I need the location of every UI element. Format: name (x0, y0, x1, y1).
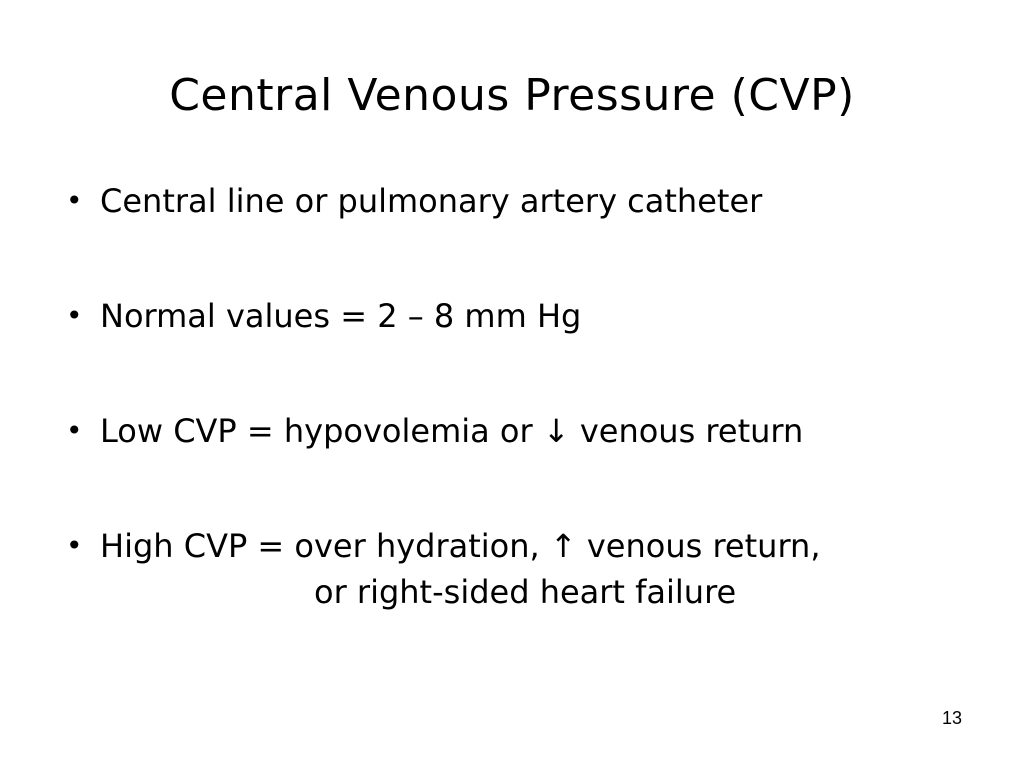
bullet-item (62, 293, 992, 339)
bullet-list (62, 178, 992, 615)
bullet-dot-icon: • (66, 299, 83, 332)
slide-title: Central Venous Pressure (CVP) (169, 70, 855, 121)
page-number: 13 (941, 708, 962, 728)
bullet-item (62, 408, 992, 454)
bullet-item (62, 178, 992, 224)
bullet-item (62, 523, 992, 615)
bullet-text: Normal values = 2 – 8 mm Hg (100, 297, 582, 335)
bullet-text-continuation: or right-sided heart failure (314, 573, 737, 611)
bullet-dot-icon: • (66, 184, 83, 217)
bullet-text: High CVP = over hydration, ↑ venous return, (100, 527, 821, 565)
bullet-text: Low CVP = hypovolemia or ↓ venous return (100, 412, 804, 450)
bullet-dot-icon: • (66, 529, 83, 562)
bullet-text: Central line or pulmonary artery catheter (100, 182, 763, 220)
bullet-dot-icon: • (66, 414, 83, 447)
